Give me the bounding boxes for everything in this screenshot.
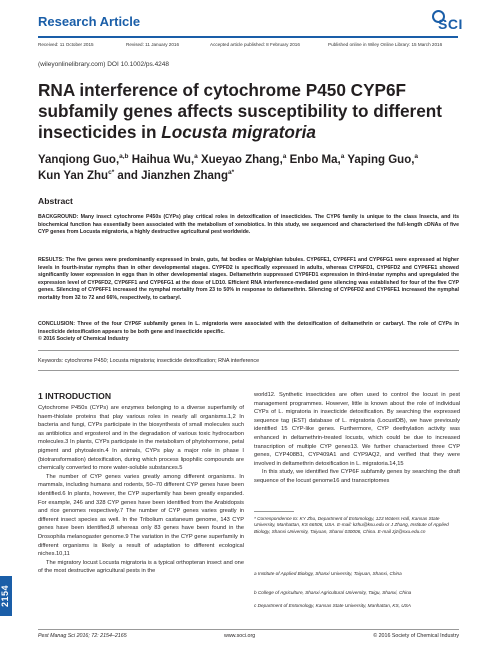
author-affiliation: c* <box>108 169 115 177</box>
author-name: Xueyao Zhang, <box>197 154 283 166</box>
keywords-line: Keywords: cytochrome P450; Locusta migratoria; insecticide detoxification; RNA interference <box>38 358 260 364</box>
abstract-background: BACKGROUND: Many insect cytochrome P450s (CYPs) play critical roles in detoxification of insecticides. The CYP6 family is unique to the class Insecta, and its biochemical function has essentially been associated with the metabolism of xenobiotics. In this study, we sequenced and characterised the full-length cDNAs of five CYP genes from Locusta migratoria, a highly destructive agricultural pest worldwide. <box>38 214 459 236</box>
header-rule <box>38 36 458 38</box>
abstract-copyright: © 2016 Society of Chemical Industry <box>38 336 129 343</box>
journal-citation: Pest Manag Sci 2016; 72: 2154–2165 <box>38 633 127 639</box>
author-affiliation: a <box>282 153 287 161</box>
affiliation-footnote-c: c Department of Entomology, Kansas State University, Manhattan, KS, USA <box>254 603 411 608</box>
title-species: Locusta migratoria <box>161 122 316 142</box>
intro-paragraph: Cytochrome P450s (CYPs) are enzymes belonging to a diverse superfamily of haem-thiolate proteins that play various roles in nearly all organisms.1,2 In bacteria and fungi, CYPs participate in the biosynthesis of small molecules such as antibiotics and ergosterol and in the degradation of various toxic hydrocarbon molecules.3 In plants, CYPs participate in the metabolism of phytohormone, petal pigment and phytoalexin.4 In animals, CYPs play a major role in phase I (biotransformation) detoxification, during which process lipophilic compounds are chemically converted to more water-soluble substances.5 <box>38 405 244 472</box>
affiliation-footnote-a: a Institute of Applied Biology, Shanxi University, Taiyuan, Shanxi, China <box>254 571 402 576</box>
introduction-heading: 1 INTRODUCTION <box>38 391 112 401</box>
page-footer <box>38 633 459 643</box>
affiliation-footnote-b: b College of Agriculture, Shanxi Agricultural University, Taigu, Shanxi, China <box>254 590 412 595</box>
section-label: Research Article <box>38 14 141 29</box>
author-affiliation: a <box>414 153 419 161</box>
received-date: Received: 11 October 2015 <box>38 42 94 47</box>
author-name: Haihua Wu, <box>128 154 195 166</box>
conclusion-text: CONCLUSION: Three of the four CYP6F subfamily genes in L. migratoria were associated with the detoxification of deltamethrin or carbaryl. The role of CYPs in insecticide detoxification appears to be both gene and insecticide specific. <box>38 321 459 335</box>
intro-paragraph: world12. Synthetic insecticides are often used to control the locust in pest management programmes. However, little is known about the role of individual CYPs of L. migratoria in insecticide detoxification. By searching the expressed sequence tag (EST) database of L. migratoria (LocustDB), we have previously identified 15 CYP-like genes. Furthermore, CYP deethylation activity was enhanced in deltamethrin-treated locusts, which could be due to increased transcription of multiple CYP genes13. We further characterised three CYP genes, CYP408B1, CYP409A1 and CYP9AQ2, and verified that they were involved in deltamethrin detoxification in L. migratoria.14,15 <box>254 392 460 467</box>
revised-date: Revised: 11 January 2016 <box>126 42 180 47</box>
author-name: and Jianzhen Zhang <box>114 170 228 182</box>
footnote-rule <box>254 511 294 512</box>
intro-left-column <box>38 404 244 576</box>
sci-logo <box>428 8 468 34</box>
page-number: 2154 <box>0 584 10 607</box>
intro-right-column <box>254 391 460 486</box>
footer-copyright: © 2016 Society of Chemical Industry <box>373 633 459 639</box>
author-name: Kun Yan Zhu <box>38 170 109 182</box>
author-affiliation: a <box>194 153 198 161</box>
accepted-date: Accepted article published: 8 February 2016 <box>210 42 300 47</box>
intro-paragraph: In this study, we identified five CYP6F subfamily genes by searching the draft sequence of the locust genome16 and transcriptomes <box>254 469 460 484</box>
page-number-tab <box>0 576 12 616</box>
abstract-conclusion <box>38 321 459 344</box>
correspondence-footnote: * Correspondence to: KY Zhu, Department of Entomology, 123 Waters Hall, Kansas State University, Manhattan, KS 66506, USA. E-mail: kzhu@ksu.edu or J Zhang, Institute of Applied Biology, Shanxi University, Taiyuan, Shanxi 030006, China. E-mail zjz@sxu.edu.cn <box>254 516 449 534</box>
author-name: Yaping Guo, <box>344 154 415 166</box>
intro-paragraph: The migratory locust Locusta migratoria is a typical orthopteran insect and one of the most destructive agricultural pests in the <box>38 559 244 575</box>
abstract-rule-top <box>38 350 459 351</box>
article-title <box>38 80 468 143</box>
title-main: RNA interference of cytochrome P450 CYP6F subfamily genes affects susceptibility to different insecticides in <box>38 80 442 142</box>
article-dates <box>38 42 458 52</box>
intro-paragraph: The number of CYP genes varies greatly among different organisms. In mammals, including humans and rodents, 50–70 different CYP genes have been identified.6 In plants, however, the CYP superfamily has been greatly expanded. For example, 246 and 328 CYP genes have been identified from the Arabidopsis and rice genomes respectively.7 The number of CYP genes varies greatly in different insect species as well. In the Tribolium castaneum genome, 143 CYP genes have been identified,8 whereas only 83 genes have been found in the Drosophila melanogaster genome.9 The variation in the CYP gene superfamily in different organisms is likely a result of adaptation to different ecological niches.10,11 <box>38 473 244 558</box>
author-name: Yanqiong Guo, <box>38 154 120 166</box>
author-affiliation: a <box>340 153 345 161</box>
published-date: Published online in Wiley Online Library: 15 March 2016 <box>328 42 443 47</box>
author-list <box>38 152 468 184</box>
abstract-heading: Abstract <box>38 196 73 206</box>
author-name: Enbo Ma, <box>286 154 341 166</box>
logo-text: SCI <box>438 16 463 32</box>
footer-rule <box>38 629 459 630</box>
abstract-results: RESULTS: The five genes were predominantly expressed in brain, guts, fat bodies or Malpighian tubules. CYP6FE1, CYP6FF1 and CYP6FG1 were expressed at higher levels in fourth-instar nymphs than in other developmental stages. CYPFD2 is specifically expressed in adults, whereas CYP6FD1, CYP6FD2 and CYP6FE1 showed significantly lower expression in eggs than in other developmental stages. Deltamethrin suppressed CYP6FD1 expression in third-instar nymphs and upregulated the expression level of CYP6FD2, CYP6FF1 and CYP6FG1 at the dose of LD10. Efficient RNA interference-mediated gene silencing was established for four of the five CYP genes. Silencing of CYP6FF1 increased the nymphal mortality from 23 to 50% in response to deltamethrin. Silencing of CYP6FD2 and CYP6FE1 increased the nymphal mortality from 32 to 72 and 66%, respectively, to carbaryl. <box>38 257 459 301</box>
society-url[interactable]: www.soci.org <box>224 633 256 639</box>
doi-line: (wileyonlinelibrary.com) DOI 10.1002/ps.4248 <box>38 61 170 68</box>
abstract-rule-bottom <box>38 370 459 371</box>
author-affiliation: a,b <box>119 153 129 161</box>
author-affiliation: a* <box>227 169 235 177</box>
